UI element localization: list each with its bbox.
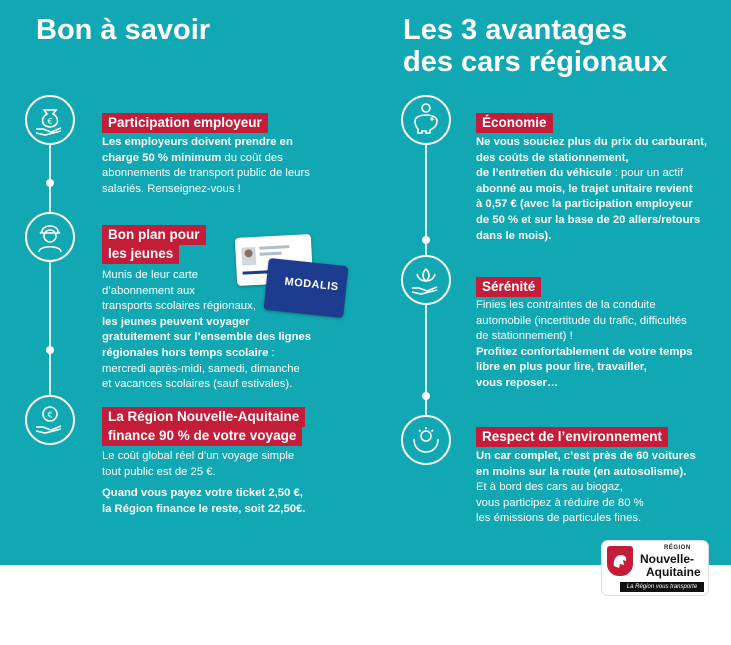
right-title-line-1: Les 3 avantages xyxy=(403,14,628,46)
body-line: abonné au mois, le trajet unitaire revient xyxy=(476,182,693,195)
body-line: transports scolaires régionaux, xyxy=(102,300,256,313)
section-body-serenite xyxy=(476,298,693,392)
body-line: des coûts de stationnement, xyxy=(476,151,629,164)
right-column-title xyxy=(403,14,667,78)
body-line: automobile (incertitude du trafic, difficultés xyxy=(476,314,687,327)
left-timeline-node xyxy=(46,346,54,354)
right-title-line-2: des cars régionaux xyxy=(403,46,668,78)
tag-participation-employeur: Participation employeur xyxy=(102,113,268,133)
tag-bon-plan-line-2: les jeunes xyxy=(102,244,179,264)
body-line: vous participez à réduire de 80 % xyxy=(476,496,644,509)
body-line: libre en plus pour lire, travailler, xyxy=(476,361,647,374)
body-line: vous reposer… xyxy=(476,376,559,389)
body-line: Profitez confortablement de votre temps xyxy=(476,345,693,358)
body-line: Et à bord des cars au biogaz, xyxy=(476,481,623,494)
tag-serenite: Sérénité xyxy=(476,277,541,297)
left-column-title: Bon à savoir xyxy=(36,14,211,46)
body-line: les émissions de particules fines. xyxy=(476,512,642,525)
body-line: abonnements de transport public de leurs xyxy=(102,167,310,180)
body-line: d’abonnement aux xyxy=(102,284,195,297)
section-body-region xyxy=(102,449,305,517)
body-line: salariés. Renseignez-vous ! xyxy=(102,182,241,195)
body-line: Les employeurs doivent prendre en xyxy=(102,136,293,148)
lion-shield-icon xyxy=(607,546,633,576)
body-line: gratuitement sur l’ensemble des lignes xyxy=(102,331,312,344)
section-body-economie xyxy=(476,135,707,244)
body-line: Munis de leur carte xyxy=(102,269,199,281)
section-body-bon-plan xyxy=(102,268,311,393)
svg-text:€: € xyxy=(47,117,53,126)
body-line: mercredi après-midi, samedi, dimanche xyxy=(102,362,300,375)
body-line: Finies les contraintes de la conduite xyxy=(476,299,656,311)
tag-region-line-1: La Région Nouvelle-Aquitaine xyxy=(102,407,305,427)
money-bag-hand-icon xyxy=(25,95,75,145)
body-line: de stationnement) ! xyxy=(476,330,573,343)
body-line: de l’entretien du véhicule : pour un actif xyxy=(476,167,684,180)
eco-hands-icon xyxy=(401,415,451,465)
body-line: Un car complet, c’est près de 60 voitures xyxy=(476,450,696,462)
logo-slogan: La Région vous transporte xyxy=(620,582,704,592)
young-person-icon xyxy=(25,212,75,262)
body-line: de 50 % et sur la base de 20 allers/retours xyxy=(476,213,701,226)
body-line: régionales hors temps scolaire : xyxy=(102,346,275,359)
tag-respect-environnement: Respect de l’environnement xyxy=(476,427,668,447)
body-line: dans le mois). xyxy=(476,229,552,242)
svg-text:€: € xyxy=(47,410,53,420)
body-line: Ne vous souciez plus du prix du carburant, xyxy=(476,136,708,148)
logo-name-line-2: Aquitaine xyxy=(646,565,701,579)
body-line: à 0,57 € (avec la participation employeur xyxy=(476,198,693,211)
body-line: et vacances scolaires (sauf estivales). xyxy=(102,378,293,391)
body-line: charge 50 % minimum du coût des xyxy=(102,151,283,164)
body-line: tout public est de 25 €. xyxy=(102,465,216,478)
body-line: en moins sur la route (en autosolisme). xyxy=(476,465,687,478)
body-line: Quand vous payez votre ticket 2,50 €, xyxy=(102,487,303,500)
tag-economie: Économie xyxy=(476,113,553,133)
body-line: la Région finance le reste, soit 22,50€. xyxy=(102,502,306,515)
logo-name-line-1: Nouvelle- xyxy=(640,552,695,566)
lotus-hand-icon xyxy=(401,255,451,305)
modalis-card-brand: MODALIS xyxy=(283,275,340,294)
section-body-environnement xyxy=(476,449,696,527)
left-timeline xyxy=(49,120,51,440)
section-body-participation xyxy=(102,135,310,197)
left-timeline-node xyxy=(46,179,54,187)
tag-region-line-2: finance 90 % de votre voyage xyxy=(102,426,302,446)
body-line: Le coût global réel d’un voyage simple xyxy=(102,450,295,462)
logo-region-label: RÉGION xyxy=(664,545,691,551)
euro-coin-hand-icon xyxy=(25,395,75,445)
right-timeline-node xyxy=(422,236,430,244)
piggy-bank-icon xyxy=(401,95,451,145)
region-logo xyxy=(602,541,708,595)
tag-bon-plan-line-1: Bon plan pour xyxy=(102,225,206,245)
right-timeline-node xyxy=(422,392,430,400)
body-line: les jeunes peuvent voyager xyxy=(102,315,250,328)
